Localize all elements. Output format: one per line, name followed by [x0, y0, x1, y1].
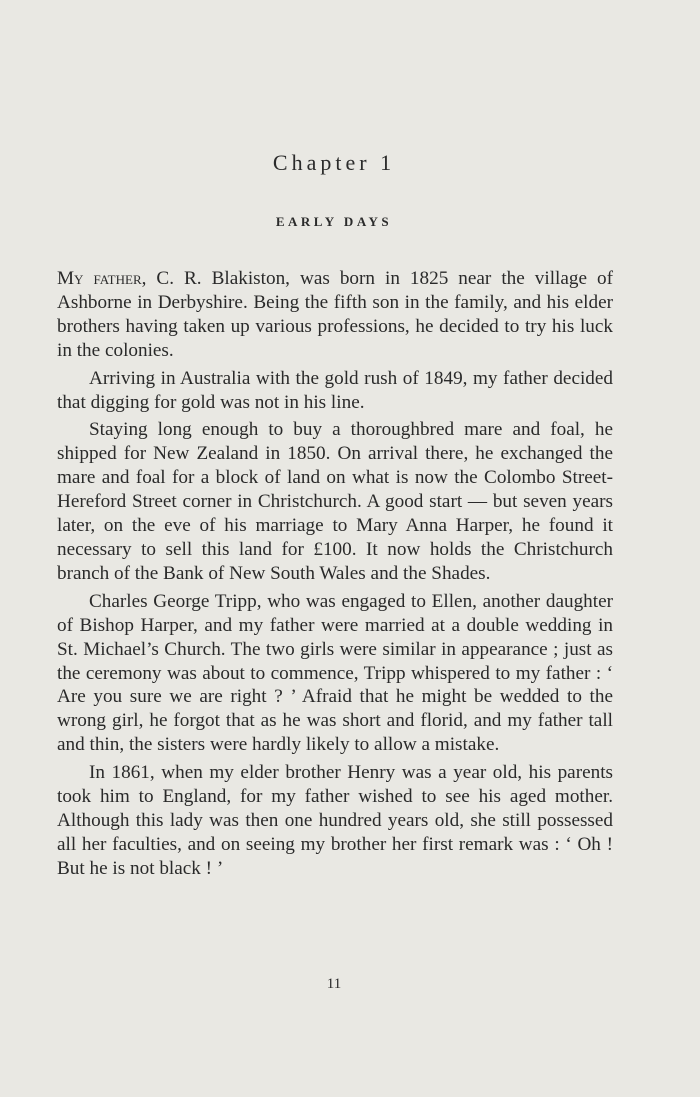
paragraph-4: Charles George Tripp, who was engaged to Ellen, another daughter of Bishop Harper, and my father were married at a double wedding in St. Michael’s Church. The two girls were similar in appearance ; just as the ceremony was about to commence, Tripp whispered to my father : ‘ Are you sure we are right ? ’ Afraid that he might be wedded to the wrong girl, he forgot that as he was short and florid, and my father tall and thin, the sisters were hardly likely to allow a mistake. [57, 590, 613, 756]
paragraph-lead: My father, [57, 268, 147, 289]
page-number: 11 [326, 976, 342, 992]
paragraph-1 [57, 267, 613, 363]
body-text [57, 267, 613, 885]
chapter-subtitle: EARLY DAYS [275, 214, 393, 229]
paragraph-2: Arriving in Australia with the gold rush of 1849, my father decided that digging for gold was not in his line. [57, 367, 613, 413]
paragraph-3: Staying long enough to buy a thoroughbred mare and foal, he shipped for New Zealand in 1850. On arrival there, he exchanged the mare and foal for a block of land on what is now the Colombo Street-Hereford Street corner in Christchurch. A good start — but seven years later, on the eve of his marriage to Mary Anna Harper, he found it necessary to sell this land for £100. It now holds the Christchurch branch of the Bank of New South Wales and the Shades. [57, 419, 613, 584]
paragraph-5: In 1861, when my elder brother Henry was a year old, his parents took him to England, for my father wished to see his aged mother. Although this lady was then one hundred years old, she still possessed all her faculties, and on seeing my brother her first remark was : ‘ Oh ! But he is not black ! ’ [57, 762, 613, 879]
paragraph-text: C. R. Blakiston, was born in 1825 near the village of Ashborne in Derbyshire. Being the fifth son in the family, and his elder brothers having taken up various professions, he decided to try his luck in the colonies. [57, 268, 613, 361]
chapter-title: Chapter 1 [272, 150, 396, 175]
